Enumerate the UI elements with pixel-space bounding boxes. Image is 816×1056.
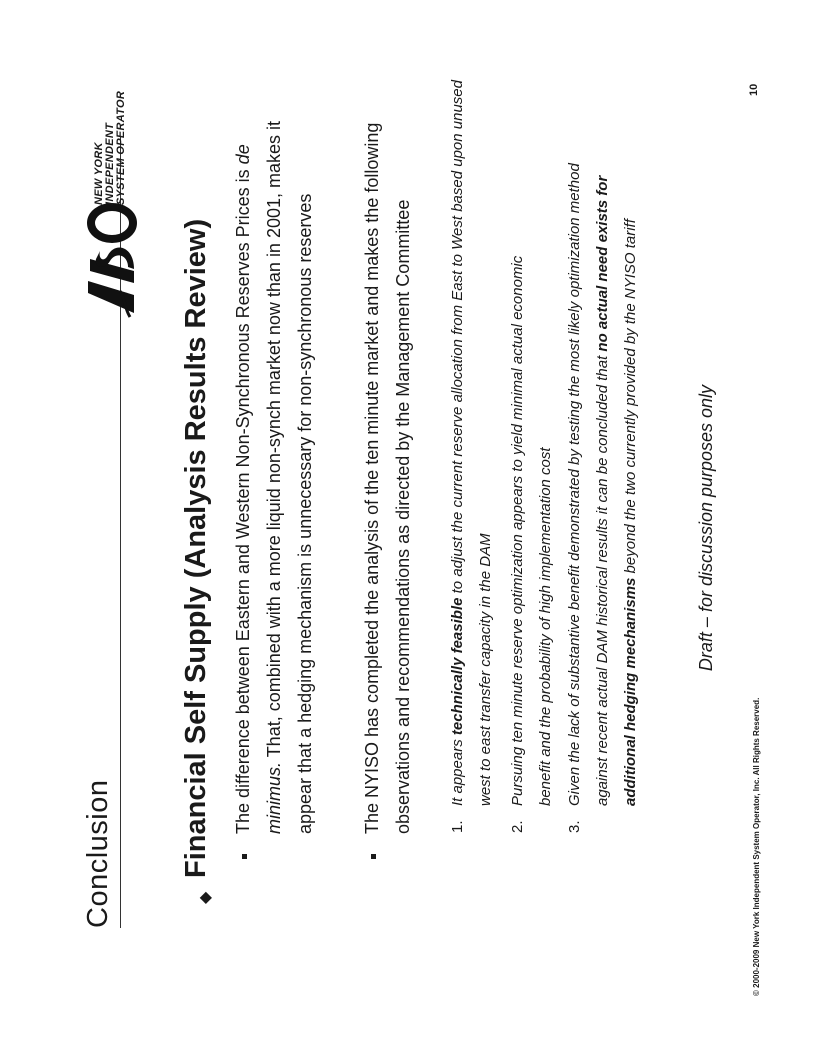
item-1-pre: It appears <box>449 735 466 806</box>
item-1-post: to adjust the current reserve allocation from East to West based upon unused west to east transfer capacity in the DAM <box>449 80 494 806</box>
logo-line-2: INDEPENDENT <box>104 122 116 205</box>
bullet-1-text: The difference between Eastern and Western Non-Synchronous Reserves Prices is <box>233 164 253 834</box>
item-3-pre: Given the lack of substantive benefit demonstrated by testing the most likely optimization method against recent actual DAM historical results it can be concluded that <box>566 163 611 806</box>
item-3-text <box>561 146 645 806</box>
main-heading: Financial Self Supply (Analysis Results Review) <box>180 218 212 878</box>
item-2-number: 2. <box>509 820 526 833</box>
item-3-bold: no actual need exists for additional hedging mechanisms <box>594 175 639 806</box>
logo-wordmark <box>94 91 127 205</box>
logo-line-3: SYSTEM OPERATOR <box>115 90 127 205</box>
nyiso-logo-mark <box>84 201 140 321</box>
slide-section-title: Conclusion <box>82 779 114 928</box>
item-3-post: beyond the two currently provided by the NYISO tariff <box>622 219 639 578</box>
item-2-text: Pursuing ten minute reserve optimization appears to yield minimal actual economic benefit and the probability of high implementation cost <box>509 255 554 806</box>
square-bullet-icon <box>242 854 247 859</box>
item-1-number: 1. <box>449 820 466 833</box>
nyiso-logo <box>84 71 140 321</box>
item-1-bold: technically feasible <box>449 597 466 736</box>
bullet-1-text-end: That, combined with a more liquid non-synch market now than in 2001, makes it appear that a hedging mechanism is unnecessary for non-synchronous reserves <box>264 120 315 834</box>
bullet-1-italic: de minimus. <box>233 144 284 834</box>
item-1-text <box>444 46 500 806</box>
page-number: 10 <box>748 83 760 96</box>
item-3-number: 3. <box>566 820 583 833</box>
bullet-paragraph-1 <box>228 74 321 834</box>
copyright-footer: © 2000-2009 New York Independent System Operator, Inc. All Rights Reserved. <box>752 697 761 996</box>
bullet-paragraph-2: The NYISO has completed the analysis of the ten minute market and makes the following observations and recommendations as directed by the Management Committee <box>362 122 413 834</box>
draft-notice: Draft – for discussion purposes only <box>696 384 716 672</box>
diamond-bullet-icon: ◆ <box>197 891 214 904</box>
logo-line-1: NEW YORK <box>93 142 105 205</box>
square-bullet-icon <box>371 854 376 859</box>
